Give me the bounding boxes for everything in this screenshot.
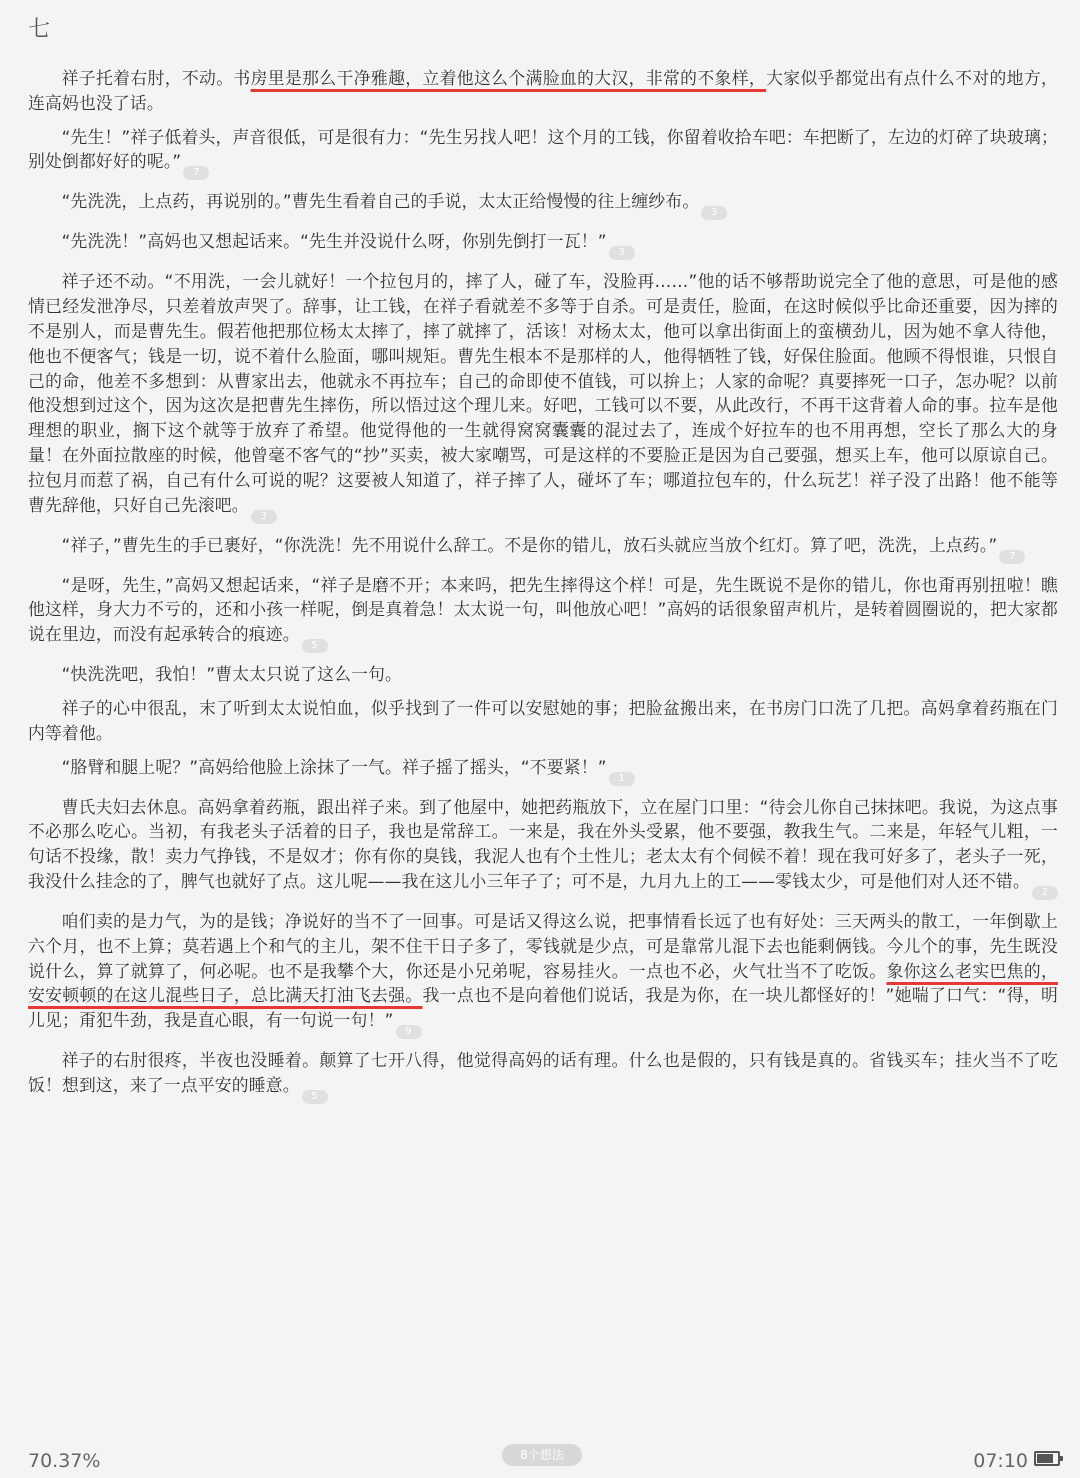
paragraph-text: “先洗洗！”高妈也又想起话来。“先生并没说什么呀，你别先倒打一瓦！”	[61, 231, 607, 252]
paragraph[interactable]	[28, 189, 1058, 220]
paragraph-text: 祥子的心中很乱，末了听到太太说怕血，似乎找到了一件可以安慰她的事；把脸盆搬出来，在书房门口洗了几把。高妈拿着药瓶在门内等着他。	[28, 697, 1058, 743]
paragraph-text: 祥子还不动。“不用洗，一会儿就好！一个拉包月的，摔了人，碰了车，没脸再……”他的话不够帮助说完全了他的意思，可是他的感情已经发泄净尽，只差着放声哭了。辞事，让工钱，在祥子看就差不多等于自杀。可是责任，脸面，在这时候似乎比命还重要，因为摔的不是别人，而是曹先生。假若他把那位杨太太摔了，摔了就摔了，活该！对杨太太，他可以拿出街面上的蛮横劲儿，因为她不拿人待他，他也不便客气；钱是一切，说不着什么脸面，哪叫规矩。曹先生根本不是那样的人，他得牺牲了钱，好保住脸面。他顾不得恨谁，只恨自己的命，他差不多想到：从曹家出去，他就永不再拉车；自己的命即使不值钱，可以拚上；人家的命呢？真要摔死一口子，怎办呢？以前他没想到过这个，因为这次是把曹先生摔伤，所以悟过这个理儿来。好吧，工钱可以不要，从此改行，不再干这背着人命的事。拉车是他理想的职业，搁下这个就等于放弃了希望。他觉得他的一生就得窝窝囊囊的混过去了，连成个好拉车的也不用再想，空长了那么大的身量！在外面拉散座的时候，他曾毫不客气的“抄”买卖，被大家嘲骂，可是这样的不要脸正是因为自己要强，想买上车，他可以原谅自己。拉包月而惹了祸，自己有什么可说的呢？这要被人知道了，祥子摔了人，碰坏了车；哪道拉包车的，什么玩艺！祥子没了出路！他不能等曹先辞他，只好自己先滚吧。	[28, 271, 1058, 515]
comment-count-badge[interactable]: 3	[609, 246, 635, 260]
paragraph-text: “快洗洗吧，我怕！”曹太太只说了这么一句。	[61, 664, 403, 685]
paragraph[interactable]	[28, 662, 1058, 687]
paragraph[interactable]	[28, 229, 1058, 260]
paragraph[interactable]	[28, 66, 1058, 116]
highlight-underline[interactable]: 房里是那么干净雅趣，立着他这么个满脸血的大汉，非常的不象样，	[250, 68, 767, 88]
clock: 07:10	[973, 1450, 1028, 1472]
paragraph-text: 祥子托着右肘，不动。书	[61, 68, 251, 88]
battery-icon	[1034, 1451, 1060, 1466]
paragraph[interactable]	[28, 125, 1058, 181]
paragraph[interactable]	[28, 795, 1058, 900]
highlight-underline[interactable]: 象你这么老实巴焦的，安安顿顿的在这儿混些日子，总比满天打油飞去强。	[28, 960, 1058, 1006]
paragraph-text: 我一点也不是向着他们说话，我是为你，在一块儿都怪好的！”她喘了口气：“得，明儿见；甭犯牛劲，我是直心眼，有一句说一句！”	[28, 985, 1058, 1031]
comment-count-badge[interactable]: 9	[396, 1025, 422, 1039]
paragraph[interactable]	[28, 269, 1058, 523]
comment-count-badge[interactable]: 3	[251, 510, 277, 524]
comment-count-badge[interactable]: 2	[1032, 886, 1058, 900]
paragraph-text: “先生！”祥子低着头，声音很低，可是很有力：“先生另找人吧！这个月的工钱，你留着收拾车吧：车把断了，左边的灯碎了块玻璃；别处倒都好好的呢。”	[28, 126, 1058, 172]
paragraph-text: 曹氏夫妇去休息。高妈拿着药瓶，跟出祥子来。到了他屋中，她把药瓶放下，立在屋门口里：“待会儿你自己抹抹吧。我说，为这点事不必那么吃心。当初，有我老头子活着的日子，我也是常辞工。一来是，我在外头受累，他不要强，教我生气。二来是，年轻气儿粗，一句话不投缘，散！卖力气挣钱，不是奴才；你有你的臭钱，我泥人也有个土性儿；老太太有个伺候不着！现在我可好多了，老头子一死，我没什么挂念的了，脾气也就好了点。这儿呢——我在这儿小三年子了；可不是，九月九上的工——零钱太少，可是他们对人还不错。	[28, 796, 1058, 891]
paragraph[interactable]	[28, 573, 1058, 654]
paragraph-text: “胳臂和腿上呢？”高妈给他脸上涂抹了一气。祥子摇了摇头，“不要紧！”	[61, 756, 607, 777]
paragraph-text: “是呀，先生，”高妈又想起话来，“祥子是磨不开；本来吗，把先生摔得这个样！可是，先生既说不是你的错儿，你也甭再别扭啦！瞧他这样，身大力不亏的，还和小孩一样呢，倒是真着急！太太说一句，叫他放心吧！”高妈的话很象留声机片，是转着圆圈说的，把大家都说在里边，而没有起承转合的痕迹。	[28, 574, 1058, 645]
comment-count-badge[interactable]: 5	[302, 1090, 328, 1104]
ideas-button[interactable]: 8个想法	[502, 1444, 582, 1466]
paragraph[interactable]	[28, 755, 1058, 786]
paragraph-text: 大家似乎都觉出有点什么不对的地方，连高妈也没了话。	[28, 68, 1058, 113]
paragraph[interactable]	[28, 1048, 1058, 1104]
chapter-title: 七	[28, 17, 51, 42]
paragraph[interactable]	[28, 909, 1058, 1039]
paragraph[interactable]	[28, 696, 1058, 746]
comment-count-badge[interactable]: 7	[999, 550, 1025, 564]
paragraph-text: “先洗洗，上点药，再说别的。”曹先生看着自己的手说，太太正给慢慢的往上缠纱布。	[61, 191, 700, 212]
paragraph-text: 咱们卖的是力气，为的是钱；净说好的当不了一回事。可是话又得这么说，把事情看长远了也有好处：三天两头的散工，一年倒歇上六个月，也不上算；莫若遇上个和气的主儿，架不住干日子多了，零钱就是少点，可是靠常儿混下去也能剩俩钱。今儿个的事，先生既没说什么，算了就算了，何必呢。也不是我攀个大，你还是小兄弟呢，容易挂火。一点也不必，火气壮当不了吃饭。	[28, 910, 1058, 981]
comment-count-badge[interactable]: 7	[183, 166, 209, 180]
paragraph-text: 祥子的右肘很疼，半夜也没睡着。颠算了七开八得，他觉得高妈的话有理。什么也是假的，只有钱是真的。省钱买车；挂火当不了吃饭！想到这，来了一点平安的睡意。	[28, 1050, 1058, 1095]
comment-count-badge[interactable]: 3	[701, 206, 727, 220]
comment-count-badge[interactable]: 1	[609, 772, 635, 786]
reading-page	[28, 66, 1058, 1113]
paragraph[interactable]	[28, 533, 1058, 564]
reading-progress: 70.37%	[28, 1450, 101, 1472]
comment-count-badge[interactable]: 5	[302, 639, 328, 653]
paragraph-text: “祥子，”曹先生的手已裹好，“你洗洗！先不用说什么辞工。不是你的错儿，放石头就应当放个红灯。算了吧，洗洗，上点药。”	[61, 534, 998, 555]
